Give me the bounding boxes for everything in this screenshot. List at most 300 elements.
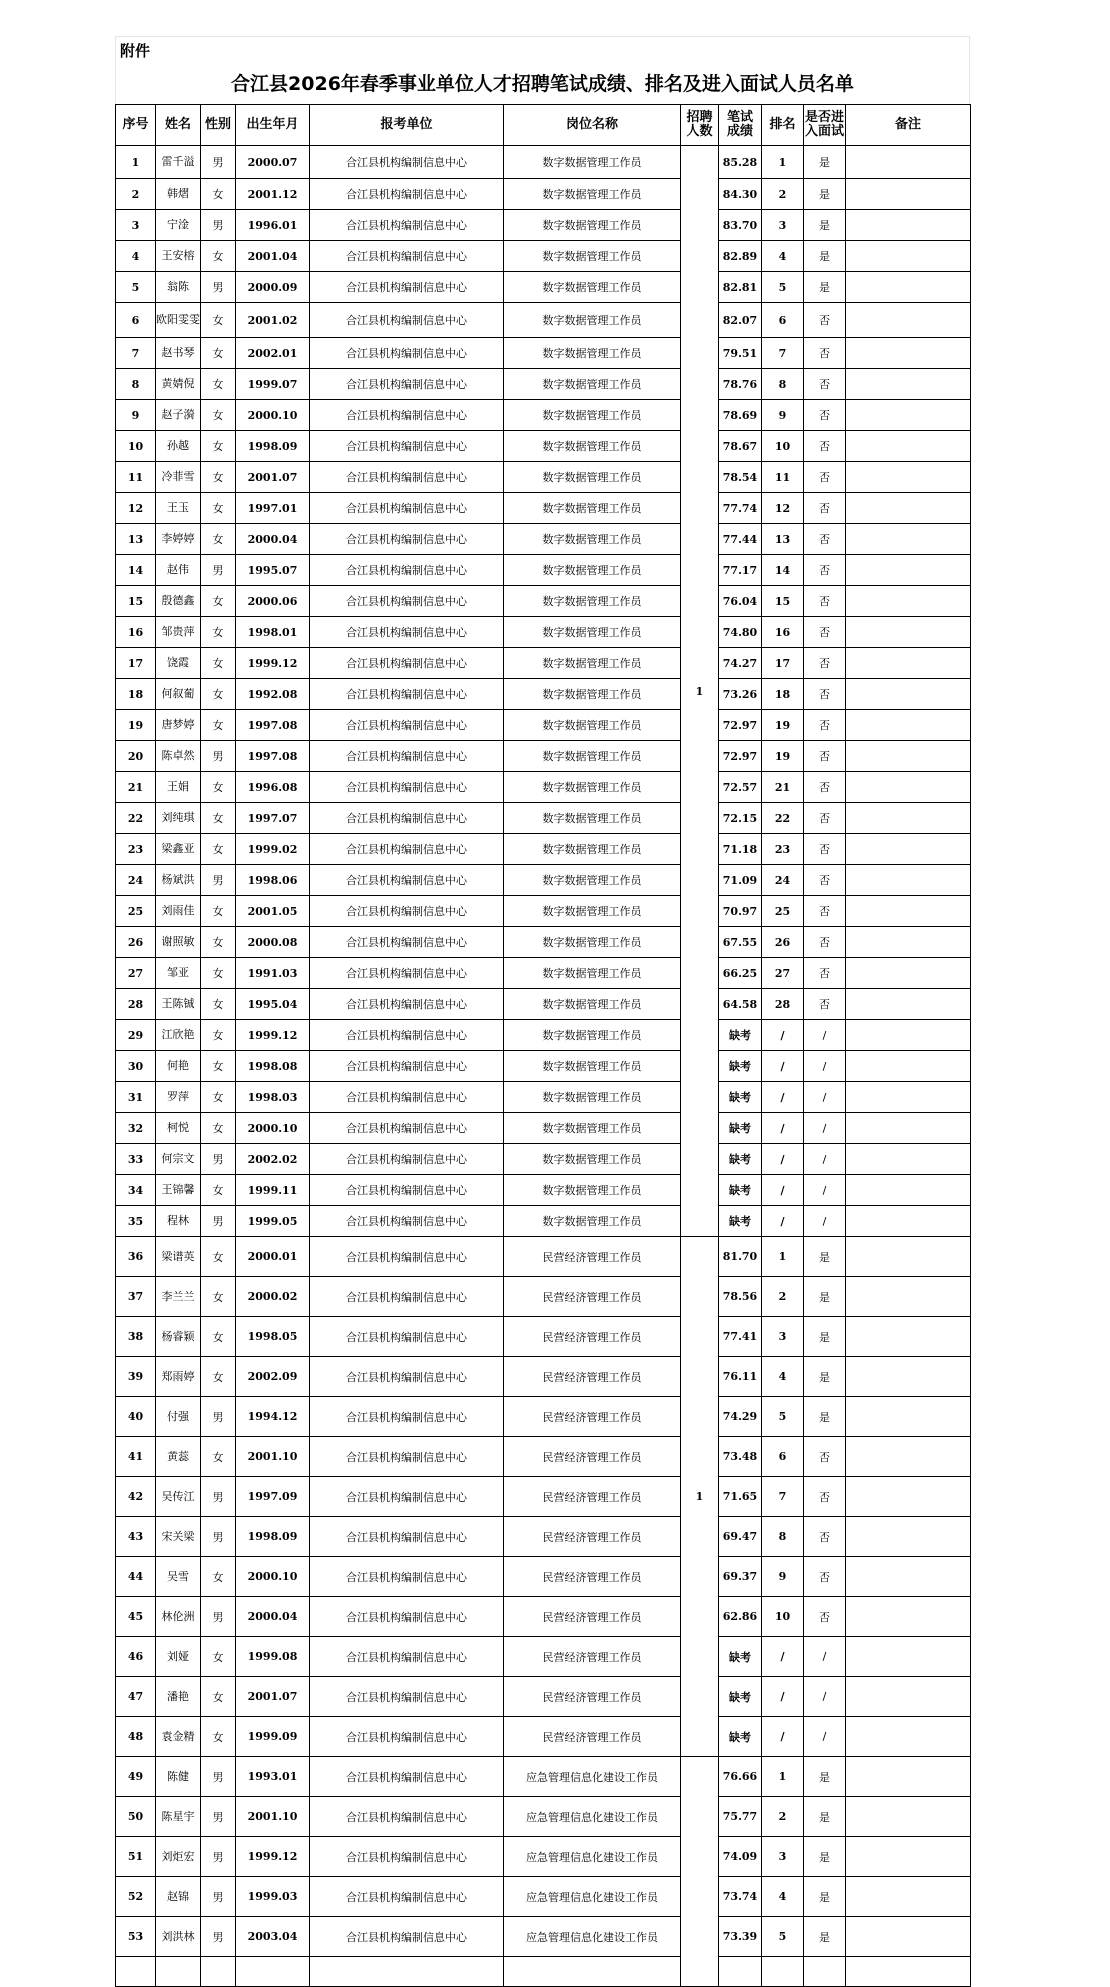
applicant-name: 潘艳 bbox=[156, 1677, 201, 1717]
post-name: 数字数据管理工作员 bbox=[504, 710, 681, 741]
apply-unit: 合江县机构编制信息中心 bbox=[310, 1144, 504, 1175]
table-row bbox=[116, 1437, 971, 1477]
results-table bbox=[115, 104, 971, 1987]
applicant-name: 柯悦 bbox=[156, 1113, 201, 1144]
apply-unit: 合江县机构编制信息中心 bbox=[310, 1206, 504, 1237]
birth-date: 2001.07 bbox=[236, 462, 310, 493]
row-number: 29 bbox=[116, 1020, 156, 1051]
rank: 23 bbox=[762, 834, 804, 865]
applicant-name: 何艳 bbox=[156, 1051, 201, 1082]
rank: 5 bbox=[762, 1917, 804, 1957]
post-name: 数字数据管理工作员 bbox=[504, 524, 681, 555]
row-number: 32 bbox=[116, 1113, 156, 1144]
apply-unit: 合江县机构编制信息中心 bbox=[310, 241, 504, 272]
row-number: 11 bbox=[116, 462, 156, 493]
post-name: 数字数据管理工作员 bbox=[504, 146, 681, 179]
applicant-name: 邹亚 bbox=[156, 958, 201, 989]
apply-unit: 合江县机构编制信息中心 bbox=[310, 210, 504, 241]
table-row bbox=[116, 865, 971, 896]
written-score: 66.25 bbox=[719, 958, 762, 989]
applicant-name: 梁鑫亚 bbox=[156, 834, 201, 865]
applicant-name: 吴传江 bbox=[156, 1477, 201, 1517]
row-number: 43 bbox=[116, 1517, 156, 1557]
remark bbox=[846, 1957, 971, 1987]
remark bbox=[846, 241, 971, 272]
birth-date: 2001.02 bbox=[236, 303, 310, 338]
interview-status: 否 bbox=[804, 431, 846, 462]
written-score: 70.97 bbox=[719, 896, 762, 927]
table-row bbox=[116, 1557, 971, 1597]
row-number: 41 bbox=[116, 1437, 156, 1477]
apply-unit: 合江县机构编制信息中心 bbox=[310, 369, 504, 400]
written-score: 74.09 bbox=[719, 1837, 762, 1877]
birth-date: 2000.02 bbox=[236, 1277, 310, 1317]
rank: 1 bbox=[762, 146, 804, 179]
row-number: 4 bbox=[116, 241, 156, 272]
row-number: 6 bbox=[116, 303, 156, 338]
applicant-name: 欧阳雯雯 bbox=[156, 303, 201, 338]
header-remark: 备注 bbox=[846, 105, 971, 146]
post-name: 民营经济管理工作员 bbox=[504, 1637, 681, 1677]
row-number: 30 bbox=[116, 1051, 156, 1082]
interview-status: 否 bbox=[804, 803, 846, 834]
row-number: 10 bbox=[116, 431, 156, 462]
applicant-name: 赵子漪 bbox=[156, 400, 201, 431]
written-score: 缺考 bbox=[719, 1051, 762, 1082]
applicant-name bbox=[156, 1957, 201, 1987]
written-score: 74.29 bbox=[719, 1397, 762, 1437]
table-row bbox=[116, 1717, 971, 1757]
table-row bbox=[116, 710, 971, 741]
rank: 21 bbox=[762, 772, 804, 803]
row-number: 9 bbox=[116, 400, 156, 431]
gender: 女 bbox=[201, 369, 236, 400]
gender: 女 bbox=[201, 1175, 236, 1206]
interview-status: / bbox=[804, 1206, 846, 1237]
header-rank: 排名 bbox=[762, 105, 804, 146]
table-row bbox=[116, 927, 971, 958]
remark bbox=[846, 524, 971, 555]
post-name: 数字数据管理工作员 bbox=[504, 1175, 681, 1206]
remark bbox=[846, 1797, 971, 1837]
table-row bbox=[116, 1317, 971, 1357]
row-number: 36 bbox=[116, 1237, 156, 1277]
applicant-name: 何宗文 bbox=[156, 1144, 201, 1175]
applicant-name: 杨睿颖 bbox=[156, 1317, 201, 1357]
table-row bbox=[116, 896, 971, 927]
remark bbox=[846, 1277, 971, 1317]
post-name: 数字数据管理工作员 bbox=[504, 927, 681, 958]
apply-unit: 合江县机构编制信息中心 bbox=[310, 617, 504, 648]
interview-status: 否 bbox=[804, 1437, 846, 1477]
apply-unit: 合江县机构编制信息中心 bbox=[310, 1082, 504, 1113]
row-number: 47 bbox=[116, 1677, 156, 1717]
remark bbox=[846, 834, 971, 865]
remark bbox=[846, 1717, 971, 1757]
apply-unit: 合江县机构编制信息中心 bbox=[310, 303, 504, 338]
birth-date: 1998.03 bbox=[236, 1082, 310, 1113]
header-gender: 性别 bbox=[201, 105, 236, 146]
interview-status: / bbox=[804, 1717, 846, 1757]
rank: 16 bbox=[762, 617, 804, 648]
applicant-name: 刘娅 bbox=[156, 1637, 201, 1677]
rank: 6 bbox=[762, 1437, 804, 1477]
table-row bbox=[116, 1144, 971, 1175]
gender: 男 bbox=[201, 865, 236, 896]
table-row bbox=[116, 462, 971, 493]
table-row bbox=[116, 1837, 971, 1877]
row-number: 2 bbox=[116, 179, 156, 210]
gender: 女 bbox=[201, 338, 236, 369]
row-number: 1 bbox=[116, 146, 156, 179]
written-score: 64.58 bbox=[719, 989, 762, 1020]
table-row bbox=[116, 1517, 971, 1557]
interview-status: 否 bbox=[804, 989, 846, 1020]
applicant-name: 黄蕊 bbox=[156, 1437, 201, 1477]
written-score: 82.89 bbox=[719, 241, 762, 272]
gender bbox=[201, 1957, 236, 1987]
gender: 男 bbox=[201, 1397, 236, 1437]
table-row bbox=[116, 1637, 971, 1677]
birth-date: 1999.02 bbox=[236, 834, 310, 865]
header-unit: 报考单位 bbox=[310, 105, 504, 146]
interview-status: 是 bbox=[804, 1877, 846, 1917]
birth-date: 1999.09 bbox=[236, 1717, 310, 1757]
table-row bbox=[116, 493, 971, 524]
post-name: 数字数据管理工作员 bbox=[504, 555, 681, 586]
row-number: 19 bbox=[116, 710, 156, 741]
gender: 男 bbox=[201, 1477, 236, 1517]
rank: 26 bbox=[762, 927, 804, 958]
apply-unit: 合江县机构编制信息中心 bbox=[310, 865, 504, 896]
table-row bbox=[116, 1357, 971, 1397]
table-row bbox=[116, 1597, 971, 1637]
rank: 5 bbox=[762, 1397, 804, 1437]
gender: 男 bbox=[201, 555, 236, 586]
table-row bbox=[116, 1757, 971, 1797]
birth-date: 1996.01 bbox=[236, 210, 310, 241]
gender: 女 bbox=[201, 710, 236, 741]
gender: 女 bbox=[201, 679, 236, 710]
remark bbox=[846, 648, 971, 679]
gender: 女 bbox=[201, 179, 236, 210]
rank: 25 bbox=[762, 896, 804, 927]
row-number: 3 bbox=[116, 210, 156, 241]
birth-date: 2001.12 bbox=[236, 179, 310, 210]
post-name: 民营经济管理工作员 bbox=[504, 1437, 681, 1477]
interview-status: 否 bbox=[804, 1517, 846, 1557]
row-number: 18 bbox=[116, 679, 156, 710]
gender: 女 bbox=[201, 958, 236, 989]
birth-date: 1995.04 bbox=[236, 989, 310, 1020]
applicant-name: 赵锦 bbox=[156, 1877, 201, 1917]
rank: 8 bbox=[762, 369, 804, 400]
applicant-name: 赵书琴 bbox=[156, 338, 201, 369]
remark bbox=[846, 1357, 971, 1397]
birth-date: 1997.09 bbox=[236, 1477, 310, 1517]
table-row bbox=[116, 834, 971, 865]
gender: 女 bbox=[201, 586, 236, 617]
interview-status: 否 bbox=[804, 834, 846, 865]
header-name: 姓名 bbox=[156, 105, 201, 146]
birth-date: 1992.08 bbox=[236, 679, 310, 710]
birth-date: 2003.04 bbox=[236, 1917, 310, 1957]
row-number: 27 bbox=[116, 958, 156, 989]
table-row bbox=[116, 1797, 971, 1837]
birth-date: 2001.05 bbox=[236, 896, 310, 927]
interview-status: 是 bbox=[804, 210, 846, 241]
apply-unit: 合江县机构编制信息中心 bbox=[310, 400, 504, 431]
gender: 女 bbox=[201, 431, 236, 462]
rank: 1 bbox=[762, 1237, 804, 1277]
applicant-name: 黄婧倪 bbox=[156, 369, 201, 400]
remark bbox=[846, 1637, 971, 1677]
gender: 女 bbox=[201, 1082, 236, 1113]
interview-status: 是 bbox=[804, 1837, 846, 1877]
written-score: 79.51 bbox=[719, 338, 762, 369]
apply-unit: 合江县机构编制信息中心 bbox=[310, 710, 504, 741]
written-score: 71.18 bbox=[719, 834, 762, 865]
hire-count-cell bbox=[681, 1757, 719, 1987]
remark bbox=[846, 493, 971, 524]
apply-unit: 合江县机构编制信息中心 bbox=[310, 1557, 504, 1597]
row-number: 22 bbox=[116, 803, 156, 834]
apply-unit: 合江县机构编制信息中心 bbox=[310, 1397, 504, 1437]
birth-date: 1998.05 bbox=[236, 1317, 310, 1357]
table-row bbox=[116, 772, 971, 803]
remark bbox=[846, 958, 971, 989]
header-hire-count bbox=[681, 105, 719, 146]
rank: 4 bbox=[762, 1877, 804, 1917]
post-name: 民营经济管理工作员 bbox=[504, 1277, 681, 1317]
rank: 17 bbox=[762, 648, 804, 679]
remark bbox=[846, 927, 971, 958]
post-name: 应急管理信息化建设工作员 bbox=[504, 1837, 681, 1877]
header-post: 岗位名称 bbox=[504, 105, 681, 146]
remark bbox=[846, 303, 971, 338]
birth-date bbox=[236, 1957, 310, 1987]
interview-status: 否 bbox=[804, 586, 846, 617]
post-name: 数字数据管理工作员 bbox=[504, 834, 681, 865]
birth-date: 1999.11 bbox=[236, 1175, 310, 1206]
birth-date: 2001.07 bbox=[236, 1677, 310, 1717]
apply-unit: 合江县机构编制信息中心 bbox=[310, 462, 504, 493]
gender: 女 bbox=[201, 989, 236, 1020]
header-interview-text: 是否进 入面试 bbox=[804, 110, 844, 139]
post-name: 数字数据管理工作员 bbox=[504, 400, 681, 431]
applicant-name: 陈健 bbox=[156, 1757, 201, 1797]
written-score: 84.30 bbox=[719, 179, 762, 210]
post-name: 数字数据管理工作员 bbox=[504, 772, 681, 803]
apply-unit: 合江县机构编制信息中心 bbox=[310, 1317, 504, 1357]
remark bbox=[846, 586, 971, 617]
apply-unit bbox=[310, 1957, 504, 1987]
written-score: 78.69 bbox=[719, 400, 762, 431]
row-number bbox=[116, 1957, 156, 1987]
remark bbox=[846, 272, 971, 303]
gender: 男 bbox=[201, 1517, 236, 1557]
table-row bbox=[116, 303, 971, 338]
apply-unit: 合江县机构编制信息中心 bbox=[310, 1797, 504, 1837]
interview-status: 否 bbox=[804, 338, 846, 369]
header-score-text: 笔试 成绩 bbox=[726, 110, 753, 139]
apply-unit: 合江县机构编制信息中心 bbox=[310, 272, 504, 303]
row-number: 12 bbox=[116, 493, 156, 524]
applicant-name: 翁陈 bbox=[156, 272, 201, 303]
table-row bbox=[116, 1051, 971, 1082]
gender: 女 bbox=[201, 927, 236, 958]
birth-date: 1996.08 bbox=[236, 772, 310, 803]
rank: 3 bbox=[762, 1837, 804, 1877]
rank: 1 bbox=[762, 1757, 804, 1797]
applicant-name: 孙越 bbox=[156, 431, 201, 462]
applicant-name: 王安榕 bbox=[156, 241, 201, 272]
row-number: 53 bbox=[116, 1917, 156, 1957]
written-score: 76.04 bbox=[719, 586, 762, 617]
birth-date: 1999.08 bbox=[236, 1637, 310, 1677]
written-score: 72.15 bbox=[719, 803, 762, 834]
post-name: 数字数据管理工作员 bbox=[504, 1144, 681, 1175]
hire-count-cell: 1 bbox=[681, 146, 719, 1237]
gender: 女 bbox=[201, 1237, 236, 1277]
written-score: 81.70 bbox=[719, 1237, 762, 1277]
row-number: 51 bbox=[116, 1837, 156, 1877]
applicant-name: 刘雨佳 bbox=[156, 896, 201, 927]
applicant-name: 刘纯琪 bbox=[156, 803, 201, 834]
post-name: 应急管理信息化建设工作员 bbox=[504, 1757, 681, 1797]
written-score: 72.97 bbox=[719, 710, 762, 741]
rank: 2 bbox=[762, 1277, 804, 1317]
applicant-name: 邹贵萍 bbox=[156, 617, 201, 648]
table-row bbox=[116, 1677, 971, 1717]
remark bbox=[846, 400, 971, 431]
written-score: 69.37 bbox=[719, 1557, 762, 1597]
rank: / bbox=[762, 1717, 804, 1757]
post-name: 民营经济管理工作员 bbox=[504, 1357, 681, 1397]
table-row bbox=[116, 1237, 971, 1277]
interview-status: 是 bbox=[804, 1397, 846, 1437]
apply-unit: 合江县机构编制信息中心 bbox=[310, 1175, 504, 1206]
rank: 18 bbox=[762, 679, 804, 710]
row-number: 34 bbox=[116, 1175, 156, 1206]
remark bbox=[846, 462, 971, 493]
written-score: 77.44 bbox=[719, 524, 762, 555]
applicant-name: 罗萍 bbox=[156, 1082, 201, 1113]
apply-unit: 合江县机构编制信息中心 bbox=[310, 1837, 504, 1877]
remark bbox=[846, 679, 971, 710]
birth-date: 2000.09 bbox=[236, 272, 310, 303]
applicant-name: 杨斌洪 bbox=[156, 865, 201, 896]
applicant-name: 吴雪 bbox=[156, 1557, 201, 1597]
rank: 24 bbox=[762, 865, 804, 896]
header-row bbox=[116, 105, 971, 146]
remark bbox=[846, 1677, 971, 1717]
table-row bbox=[116, 400, 971, 431]
gender: 女 bbox=[201, 617, 236, 648]
written-score: 73.26 bbox=[719, 679, 762, 710]
gender: 女 bbox=[201, 1051, 236, 1082]
rank: 3 bbox=[762, 1317, 804, 1357]
table-row bbox=[116, 338, 971, 369]
written-score: 72.97 bbox=[719, 741, 762, 772]
birth-date: 2001.04 bbox=[236, 241, 310, 272]
table-row bbox=[116, 679, 971, 710]
rank: 19 bbox=[762, 741, 804, 772]
remark bbox=[846, 989, 971, 1020]
written-score: 85.28 bbox=[719, 146, 762, 179]
birth-date: 1999.07 bbox=[236, 369, 310, 400]
rank: / bbox=[762, 1144, 804, 1175]
row-number: 40 bbox=[116, 1397, 156, 1437]
row-number: 39 bbox=[116, 1357, 156, 1397]
table-row bbox=[116, 1877, 971, 1917]
apply-unit: 合江县机构编制信息中心 bbox=[310, 989, 504, 1020]
remark bbox=[846, 1082, 971, 1113]
remark bbox=[846, 1757, 971, 1797]
row-number: 15 bbox=[116, 586, 156, 617]
row-number: 38 bbox=[116, 1317, 156, 1357]
birth-date: 1995.07 bbox=[236, 555, 310, 586]
row-number: 17 bbox=[116, 648, 156, 679]
post-name: 民营经济管理工作员 bbox=[504, 1517, 681, 1557]
gender: 女 bbox=[201, 241, 236, 272]
header-interview bbox=[804, 105, 846, 146]
post-name bbox=[504, 1957, 681, 1987]
applicant-name: 何叙葡 bbox=[156, 679, 201, 710]
row-number: 52 bbox=[116, 1877, 156, 1917]
table-row bbox=[116, 1020, 971, 1051]
interview-status: 否 bbox=[804, 400, 846, 431]
interview-status: 否 bbox=[804, 1597, 846, 1637]
row-number: 31 bbox=[116, 1082, 156, 1113]
remark bbox=[846, 741, 971, 772]
birth-date: 1991.03 bbox=[236, 958, 310, 989]
gender: 女 bbox=[201, 1317, 236, 1357]
rank: 28 bbox=[762, 989, 804, 1020]
post-name: 数字数据管理工作员 bbox=[504, 989, 681, 1020]
rank: 4 bbox=[762, 241, 804, 272]
rank: 6 bbox=[762, 303, 804, 338]
apply-unit: 合江县机构编制信息中心 bbox=[310, 1437, 504, 1477]
birth-date: 2000.08 bbox=[236, 927, 310, 958]
interview-status: 否 bbox=[804, 462, 846, 493]
table-row bbox=[116, 241, 971, 272]
post-name: 数字数据管理工作员 bbox=[504, 865, 681, 896]
apply-unit: 合江县机构编制信息中心 bbox=[310, 1237, 504, 1277]
apply-unit: 合江县机构编制信息中心 bbox=[310, 679, 504, 710]
written-score: 77.17 bbox=[719, 555, 762, 586]
rank bbox=[762, 1957, 804, 1987]
applicant-name: 陈卓然 bbox=[156, 741, 201, 772]
rank: / bbox=[762, 1082, 804, 1113]
written-score: 缺考 bbox=[719, 1144, 762, 1175]
interview-status: 是 bbox=[804, 1277, 846, 1317]
rank: / bbox=[762, 1206, 804, 1237]
written-score: 82.81 bbox=[719, 272, 762, 303]
gender: 女 bbox=[201, 1557, 236, 1597]
apply-unit: 合江县机构编制信息中心 bbox=[310, 338, 504, 369]
gender: 女 bbox=[201, 1717, 236, 1757]
post-name: 数字数据管理工作员 bbox=[504, 803, 681, 834]
remark bbox=[846, 1144, 971, 1175]
post-name: 应急管理信息化建设工作员 bbox=[504, 1877, 681, 1917]
interview-status: 是 bbox=[804, 241, 846, 272]
post-name: 数字数据管理工作员 bbox=[504, 679, 681, 710]
written-score: 72.57 bbox=[719, 772, 762, 803]
applicant-name: 王锦馨 bbox=[156, 1175, 201, 1206]
apply-unit: 合江县机构编制信息中心 bbox=[310, 1877, 504, 1917]
remark bbox=[846, 1437, 971, 1477]
